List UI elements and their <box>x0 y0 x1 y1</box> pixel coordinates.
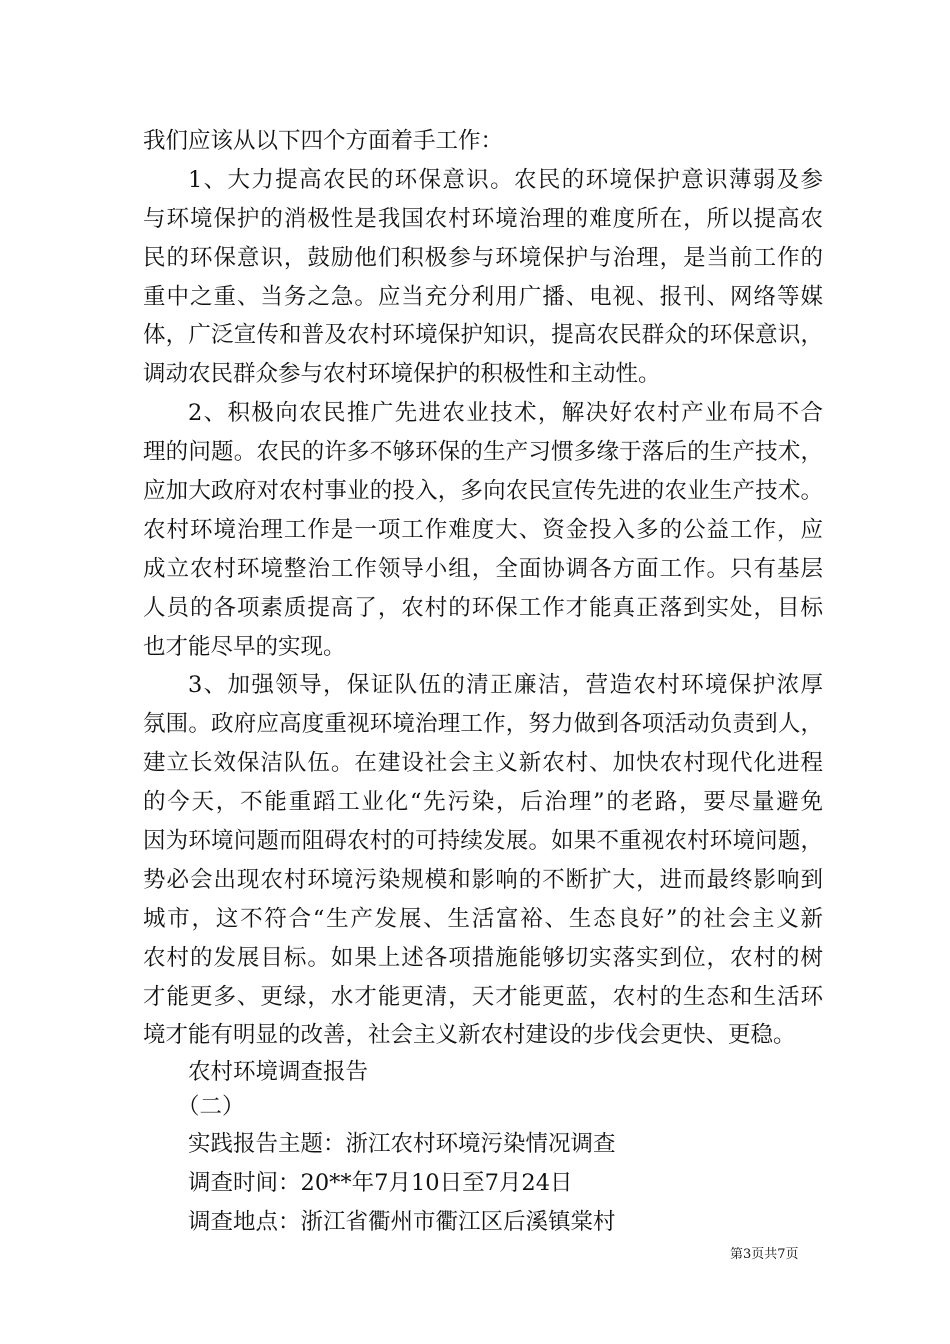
paragraph-1-line: 民的环保意识，鼓励他们积极参与环境保护与治理，是当前工作的 <box>143 244 823 271</box>
report-title: 农村环境调查报告 <box>188 1059 369 1086</box>
survey-location: 调查地点：浙江省衢州市衢江区后溪镇棠村 <box>188 1209 616 1236</box>
paragraph-2-line: 应加大政府对农村事业的投入，多向农民宣传先进的农业生产技术。 <box>143 478 823 505</box>
paragraph-1-line: 调动农民群众参与农村环境保护的积极性和主动性。 <box>143 361 661 388</box>
paragraph-3-line: 才能更多、更绿，水才能更清，天才能更蓝，农村的生态和生活环 <box>143 983 823 1010</box>
paragraph-2-line: 人员的各项素质提高了，农村的环保工作才能真正落到实处，目标 <box>143 594 823 621</box>
paragraph-3-line: 境才能有明显的改善，社会主义新农村建设的步伐会更快、更稳。 <box>143 1022 796 1049</box>
report-topic: 实践报告主题：浙江农村环境污染情况调查 <box>188 1131 616 1158</box>
document-body <box>143 122 823 1242</box>
paragraph-2-line: 也才能尽早的实现。 <box>143 633 346 660</box>
paragraph-1-line: 与环境保护的消极性是我国农村环境治理的难度所在，所以提高农 <box>143 205 823 232</box>
paragraph-3-line: 氛围。政府应高度重视环境治理工作，努力做到各项活动负责到人， <box>143 711 823 738</box>
paragraph-3-line: 建立长效保洁队伍。在建设社会主义新农村、加快农村现代化进程 <box>143 750 823 777</box>
paragraph-1-line: 1、大力提高农民的环保意识。农民的环境保护意识薄弱及参 <box>188 166 823 193</box>
paragraph-3-line: 农村的发展目标。如果上述各项措施能够切实落实到位，农村的树 <box>143 944 823 971</box>
page-number-footer: 第3页共7页 <box>730 1247 799 1262</box>
paragraph-2-line: 理的问题。农民的许多不够环保的生产习惯多缘于落后的生产技术， <box>143 439 823 466</box>
paragraph-1-line: 重中之重、当务之急。应当充分利用广播、电视、报刊、网络等媒 <box>143 283 823 310</box>
paragraph-2-line: 2、积极向农民推广先进农业技术，解决好农村产业布局不合 <box>188 400 823 427</box>
paragraph-3-line: 因为环境问题而阻碍农村的可持续发展。如果不重视农村环境问题， <box>143 828 823 855</box>
paragraph-3-line: 的今天，不能重蹈工业化“先污染，后治理”的老路，要尽量避免 <box>143 789 823 816</box>
text-line: 我们应该从以下四个方面着手工作： <box>143 128 504 154</box>
survey-time: 调查时间：20**年7月10日至7月24日 <box>188 1170 573 1197</box>
paragraph-1-line: 体，广泛宣传和普及农村环境保护知识，提高农民群众的环保意识， <box>143 322 823 349</box>
paragraph-3-line: 势必会出现农村环境污染规模和影响的不断扩大，进而最终影响到 <box>143 866 823 893</box>
paragraph-3-line: 3、加强领导，保证队伍的清正廉洁，营造农村环境保护浓厚 <box>188 672 823 699</box>
paragraph-2-line: 成立农村环境整治工作领导小组，全面协调各方面工作。只有基层 <box>143 555 823 582</box>
paragraph-3-line: 城市，这不符合“生产发展、生活富裕、生态良好”的社会主义新 <box>143 905 823 932</box>
paragraph-2-line: 农村环境治理工作是一项工作难度大、资金投入多的公益工作，应 <box>143 516 823 543</box>
report-section-number: （二） <box>177 1094 245 1121</box>
